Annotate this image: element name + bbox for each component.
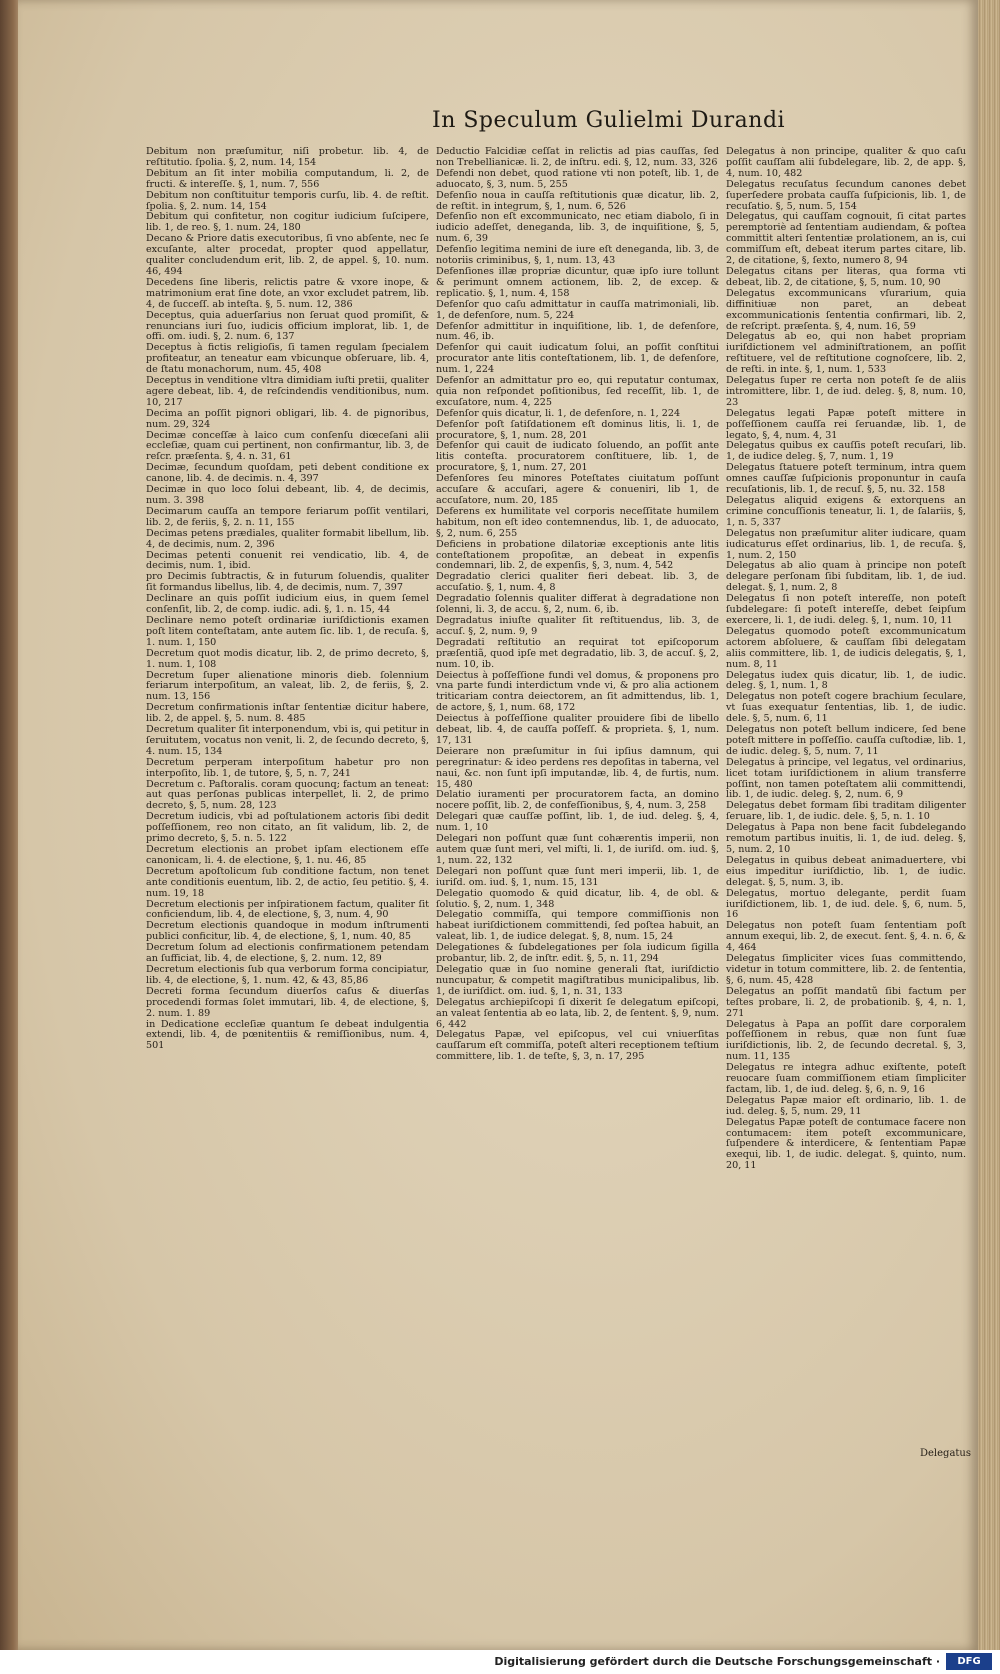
index-entry: Delegatio quomodo & quid dicatur, lib. 4, de obl. & ſolutio. §, 2, num. 1, 348 [436,887,719,910]
index-entry: Decimæ conceſſæ à laico cum conſenſu diœceſani alii eccleſiæ, quam cui pertinent, non confirmantur, lib. 3, de reſcr. præſenta. §, 4. n. 31, 61 [146,429,429,463]
index-entry: Defenſor an admittatur pro eo, qui reputatur contumax, quia non reſpondet poſitionibus, ſed receſſit, lib. 1, de excuſatore, num. 4, 225 [436,375,719,408]
index-entry: Delegatus, mortuo delegante, perdit ſuam iuriſdictionem, lib. 1, de iud. dele. §, 6, num. 5, 16 [726,887,966,921]
index-entry: Delegari quæ cauſſæ poſſint, lib. 1, de iud. deleg. §, 4, num. 1, 10 [436,811,719,834]
index-entry: Delegatus debet formam ſibi traditam diligenter ſeruare, lib. 1, de iudic. dele. §, 5, n. 1. 10 [726,800,966,823]
index-entry: Delegatus archiepiſcopi ſi dixerit ſe delegatum epiſcopi, an valeat ſententia ab eo lata, lib. 2, de ſentent. §, 9, num. 6, 442 [436,996,719,1030]
index-entry: Delegatus, qui cauſſam cognouit, ſi citat partes peremptoriè ad ſententiam audiendam, & poſtea committit alteri ſententiæ prolationem, an is, cui commiſſum eſt, debeat iterum partes citare, lib. 2, de citatione, §, ſexto, numero 8, 94 [726,211,966,267]
index-entry: Delegatio commiſſa, qui tempore commiſſionis non habeat iuriſdictionem committendi, ſed poſtea habuit, an valeat, lib. 1, de iudice delegat. §, 8, num. 15, 24 [436,909,719,943]
index-entry: Decimas petenti conuenit rei vendicatio, lib. 4, de decimis, num. 1, ibid. [146,549,429,572]
page-edges [978,0,1000,1650]
index-entry: Deceptus, quia aduerſarius non ſeruat quod promiſit, & renuncians iuri ſuo, iudicis officium implorat, lib. 1, de offi. om. iudi. §, 2. num. 6, 137 [146,309,429,343]
index-entry: Delegatus à Papa non bene facit ſubdelegando remotum partibus inuitis, li. 1, de iud. deleg. §, 5, num. 2, 10 [726,822,966,855]
index-column-2 [436,147,719,1447]
index-entry: Defenſor quis dicatur, li. 1, de defenſore, n. 1, 224 [436,407,681,419]
index-entry: Defenſor quo caſu admittatur in cauſſa matrimoniali, lib. 1, de defenſore, num. 5, 224 [436,298,719,321]
index-entry: Decretum ſuper alienatione minoris dieb. ſolennium feriarum interpoſitum, an valeat, lib. 2, de feriis, §, 2. num. 13, 156 [146,669,429,703]
index-entry: Degradatio ſolennis qualiter differat à degradatione non ſolenni, li. 3, de accu. §, 2, num. 6, ib. [436,593,719,616]
index-entry: Delegatus in quibus debeat animaduertere, vbi eius impeditur iuriſdictio, lib. 1, de iudic. delegat. §, 5, num. 3, ib. [726,854,966,888]
index-entry: Delegatus citans per literas, qua forma vti debeat, lib. 2, de citatione, §, 5, num. 10, 90 [726,265,966,288]
running-header: In Speculum Gulielmi Durandi [432,108,786,133]
index-entry: Decretum electionis per inſpirationem factum, qualiter ſit conficiendum, lib. 4, de electione, §, 3, num. 4, 90 [146,898,429,921]
index-entry: Deductio Falcidiæ ceſſat in relictis ad pias cauſſas, ſed non Trebellianicæ. li. 2, de inſtru. edi. §, 12, num. 33, 326 [436,147,719,168]
index-entry: Decedens ſine liberis, relictis patre & vxore inope, & matrimonium erat ſine dote, an vxor excludet patrem, lib. 4, de ſucceſſ. ab inteſta. §, 5. num. 12, 386 [146,276,429,310]
index-entry: Debitum non conſtituitur temporis curſu, lib. 4. de reſtit. ſpolia. §, 2. num. 14, 154 [146,189,429,212]
index-entry: Defenſio legitima nemini de iure eſt deneganda, lib. 3, de notoriis criminibus, §, 1, num. 13, 43 [436,244,719,267]
index-entry: Delegatus à principe, vel legatus, vel ordinarius, licet totam iuriſdictionem in alium transferre poſſint, non tamen poteſtatem alii committendi, lib. 1, de iudic. deleg. §, 2, num. 6, 9 [726,756,966,801]
index-entry: Delegatus Papæ, vel epiſcopus, vel cui vniuerſitas cauſſarum eſt commiſſa, poteſt alteri receptionem teſtium committere, lib. 1. de teſte, §, 3, n. 17, 295 [436,1029,719,1063]
index-entry: Decretum perperam interpoſitum habetur pro non interpoſito, lib. 1, de tutore, §, 5, n. 7, 241 [146,756,429,779]
index-entry: Delegatus ſuper re certa non poteſt ſe de aliis intromittere, libr. 1, de iud. deleg. §, 8, num. 10, 23 [726,375,966,408]
index-entry: Decimæ in quo loco ſolui debeant, lib. 4, de decimis, num. 3. 398 [146,484,429,506]
index-entry: Delegatus ſi non poteſt intereſſe, non poteſt ſubdelegare: ſi poteſt intereſſe, debet ſeipſum exercere, li. 1, de iudi. deleg. §, 1, num. 10, 11 [726,593,966,626]
index-entry: Decimæ, ſecundum quoſdam, peti debent conditione ex canone, lib. 4. de decimis. n. 4, 397 [146,462,429,485]
index-entry: Delegari non poſſunt quæ ſunt meri imperii, lib. 1, de iuriſd. om. iud. §, 1, num. 15, 131 [436,865,719,888]
index-entry: Delegatus à Papa an poſſit dare corporalem poſſeſſionem in rebus, quæ non ſunt ſuæ iuriſdictionis, lib. 2, de ſecundo decretal. §, 3, num. 11, 135 [726,1018,966,1063]
index-entry: Decimarum cauſſa an tempore feriarum poſſit ventilari, lib. 2, de feriis, §, 2. n. 11, 155 [146,505,429,528]
funding-credit: Digitalisierung gefördert durch die Deutsche Forschungsgemeinschaft · [494,1655,940,1668]
index-entry: Defenſiones illæ propriæ dicuntur, quæ ipſo iure tollunt & perimunt omnem actionem, lib. 2, de excep. & replicatio. §, 1, num. 4, 158 [436,265,719,299]
index-entry: Decretum electionis quandoque in modum inſtrumenti publici conficitur, lib. 4, de electione, §, 1, num. 40, 85 [146,920,429,943]
index-entry: Degradatio clerici qualiter fieri debeat. lib. 3, de accuſatio. §, 1, num. 4, 8 [436,571,719,594]
index-entry: Delegatus ſimpliciter vices ſuas committendo, videtur in totum committere, lib. 2. de ſententia, §, 6, num. 45, 428 [726,953,966,986]
index-entry: Debitum non præſumitur, niſi probetur. lib. 4, de reſtitutio. ſpolia. §, 2, num. 14, 154 [146,147,429,168]
index-entry: Defenſor admittitur in inquiſitione, lib. 1, de defenſore, num. 46, ib. [436,320,719,343]
index-entry: Decretum apoſtolicum ſub conditione factum, non tenet ante conditionis euentum, lib. 2, de actio, ſeu petitio. §, 4. num. 19, 18 [146,865,429,899]
index-entry: Delegatus ab eo, qui non habet propriam iuriſdictionem vel adminiſtrationem, an poſſit reſtituere, vel de reſtitutione cognoſcere, lib. 2, de reſti. in inte. §, 1, num. 1, 533 [726,331,966,376]
index-entry: Decreti forma ſecundum diuerſos caſus & diuerſas procedendi formas ſolet immutari, lib. 4, de electione, §, 2. num. 1. 89 [146,985,429,1019]
index-entry: Deierare non præſumitur in ſui ipſius damnum, qui peregrinatur: & ideo perdens res depoſitas in taberna, vel naui, &c. non ſunt ipſi imputandæ, lib. 4, de furtis, num. 15, 480 [436,745,719,790]
index-entry: Defenſor qui cauit de iudicato ſoluendo, an poſſit ante litis conteſta. procuratorem conſtituere, lib. 1, de procuratore, §, 1, num. 27, 201 [436,440,719,474]
index-entry: Deiectus à poſſeſſione fundi vel domus, & proponens pro vna parte fundi interdictum vnde vi, & pro alia actionem triticariam contra deiectorem, an ſit admittendus, lib. 1, de actore, §, 1, num. 68, 172 [436,669,719,714]
index-entry: Delegatus Papæ poteſt de contumace facere non contumacem: item poteſt excommunicare, ſuſpendere & interdicere, & ſententiam Papæ exequi, lib. 1, de iudic. delegat. §, quinto, num. 20, 11 [726,1116,966,1172]
index-entry: Delegari non poſſunt quæ ſunt cohærentis imperii, non autem quæ ſunt meri, vel miſti, li. 1, de iuriſd. om. iud. §, 1, num. 22, 132 [436,833,719,866]
index-entry: Decretum qualiter ſit interponendum, vbi is, qui petitur in ſeruitutem, vocatus non venit, li. 2, de ſecundo decreto, §, 4. num. 15, 134 [146,724,429,757]
index-entry: Deceptus à fictis religioſis, ſi tamen regulam ſpecialem profiteatur, an teneatur eam vbicunque obſeruare, lib. 4, de ſtatu monachorum, num. 45, 408 [146,342,429,376]
index-entry: Degradati reſtitutio an requirat tot epiſcoporum præſentiã, quod ipſe met degradatio, lib. 3, de accuſ. §, 2, num. 10, ib. [436,636,719,670]
index-entry: Decretum iudicis, vbi ad poſtulationem actoris ſibi dedit poſſeſſionem, reo non citato, an ſit validum, lib. 2, de primo decreto, §, 5. n. 5. 122 [146,811,429,845]
index-entry: Delegationes & ſubdelegationes per ſola iudicum ſigilla probantur, lib. 2, de inſtr. edit. §, 5, n. 11, 294 [436,942,719,965]
index-entry: Defenſio noua in cauſſa reſtitutionis quæ dicatur, lib. 2, de reſtit. in integrum, §, 1, num. 6, 526 [436,189,719,212]
index-entry: Delegatus iudex quis dicatur, lib. 1, de iudic. deleg. §, 1, num. 1, 8 [726,669,966,692]
index-column-1 [146,147,429,1447]
index-entry: Delegatus Papæ maior eſt ordinario, lib. 1. de iud. deleg. §, 5, num. 29, 11 [726,1094,966,1117]
index-entry: Delegatus legati Papæ poteſt mittere in poſſeſſionem cauſſa rei ſeruandæ, lib. 1, de legato, §, 4, num. 4, 31 [726,407,966,441]
index-entry: Defenſor qui cauit iudicatum ſolui, an poſſit conſtitui procurator ante litis conteſtationem, lib. 1, de defenſore, num. 1, 224 [436,342,719,376]
index-entry: pro Decimis ſubtractis, & in futurum ſoluendis, qualiter ſit formandus libellus, lib. 4, de decimis, num. 7, 397 [146,571,429,594]
index-entry: Decretum quot modis dicatur, lib. 2, de primo decreto, §, 1. num. 1, 108 [146,647,429,670]
index-entry: Decretum ſolum ad electionis confirmationem petendam an ſufficiat, lib. 4, de electione, §, 2. num. 12, 89 [146,942,429,965]
index-entry: Decima an poſſit pignori obligari, lib. 4. de pignoribus, num. 29, 324 [146,407,429,430]
index-entry: in Dedicatione eccleſiæ quantum ſe debeat indulgentia extendi, lib. 4, de pœnitentiis & remiſſionibus, num. 4, 501 [146,1018,429,1052]
index-entry: Decano & Priore datis executoribus, ſi vno abſente, nec ſe excuſante, alter procedat, propter quod appellatur, qualiter concludendum erit, lib. 2, de appel. §, 10. num. 46, 494 [146,233,429,277]
index-entry: Declinare nemo poteſt ordinariæ iuriſdictionis examen poſt litem conteſtatam, ante autem ſic. lib. 1, de recuſa. §, 1. num. 1, 150 [146,614,429,648]
index-entry: Delegatus ſtatuere poteſt terminum, intra quem omnes cauſſæ ſuſpicionis proponuntur in cauſa recuſationis, lib. 1, de recuſ. §, 5, nu. 32. 158 [726,462,966,496]
index-entry: Delegatus ab alio quam à principe non poteſt delegare perſonam ſibi ſubditam, lib. 1, de iud. delegat. §, 1, num. 2, 8 [726,560,966,594]
index-entry: Delegatus à non principe, qualiter & quo caſu poſſit cauſſam alii ſubdelegare, lib. 2, de app. §, 4, num. 10, 482 [726,147,966,179]
index-entry: Decimas petens prædiales, qualiter formabit libellum, lib. 4, de decimis, num. 2, 396 [146,527,429,550]
index-entry: Defendi non debet, quod ratione vti non poteſt, lib. 1, de aduocato, §, 3, num. 5, 255 [436,167,719,190]
index-entry: Delegatus quomodo poteſt excommunicatum actorem abſoluere, & cauſſam ſibi delegatam aliis committere, lib. 1, de iudicis delegatis, §, 1, num. 8, 11 [726,625,966,670]
digitization-footer [0,1650,1000,1674]
catchword: Delegatus [920,1448,972,1459]
index-entry: Delegatus re integra adhuc exiſtente, poteſt reuocare ſuam commiſſionem etiam ſimpliciter factam, lib. 1, de iud. deleg. §, 6, n. 9, 16 [726,1062,966,1095]
index-entry: Delegatus excommunicans vſurarium, quia diffinitiuæ non paret, an debeat excommunicationis ſententia confirmari, lib. 2, de reſcript. præſenta. §, 4, num. 16, 59 [726,287,966,332]
index-entry: Deiectus à poſſeſſione qualiter prouidere ſibi de libello debeat, lib. 4, de cauſſa poſſeſſ. & proprieta. §, 1, num. 17, 131 [436,713,719,746]
index-entry: Delegatio quæ in ſuo nomine generali ſtat, iuriſdictio nuncupatur, & competit magiſtratibus municipalibus, lib. 1, de iuriſdict. om. iud. §, 1, n. 31, 133 [436,963,719,997]
index-entry: Degradatus iniuſte qualiter ſit reſtituendus, lib. 3, de accuſ. §, 2, num. 9, 9 [436,614,719,637]
index-entry: Delegatus an poſſit mandatũ ſibi factum per teſtes probare, li. 2, de probationib. §, 4, n. 1, 271 [726,985,966,1019]
index-entry: Defenſores ſeu minores Poteſtates ciuitatum poſſunt accuſare & accuſari, agere & conueniri, lib 1, de accuſatore, num. 20, 185 [436,473,719,506]
index-column-3 [726,147,966,1447]
index-entry: Defenſio non eſt excommunicato, nec etiam diabolo, ſi in iudicio adeſſet, deneganda, lib. 3, de inquiſitione, §, 5, num. 6, 39 [436,211,719,245]
index-entry: Debitum an ſit inter mobilia computandum, li. 2, de fructi. & intereſſe. §, 1, num. 7, 556 [146,167,429,190]
dfg-logo: DFG [946,1653,992,1670]
index-entry: Declinare an quis poſſit iudicium eius, in quem ſemel conſenſit, lib. 2, de comp. iudic. adi. §, 1. n. 15, 44 [146,593,429,616]
index-entry: Decretum confirmationis inſtar ſententiæ dicitur habere, lib. 2, de appel. §, 5. num. 8. 485 [146,702,429,725]
index-entry: Delegatus recuſatus ſecundum canones debet ſuperſedere probata cauſſa ſuſpicionis, lib. 1, de recuſatio. §, 5, num. 5, 154 [726,178,966,212]
index-entry: Deferens ex humilitate vel corporis neceſſitate humilem habitum, non eſt ideo contemnendus, lib. 1, de aduocato, §, 2, num. 6, 255 [436,505,719,539]
index-entry: Deceptus in venditione vltra dimidiam iuſti pretii, qualiter agere debeat, lib. 4, de reſcindendis venditionibus, num. 10, 217 [146,375,429,408]
index-entry: Delegatus non præſumitur aliter iudicare, quam iudicaturus eſſet ordinarius, lib. 1, de recuſa. §, 1, num. 2, 150 [726,527,966,561]
index-entry: Delatio iuramenti per procuratorem facta, an domino nocere poſſit, lib. 2, de confeſſionibus, §, 4, num. 3, 258 [436,789,719,812]
index-entry: Delegatus aliquid exigens & extorquens an crimine concuſſionis teneatur, li. 1, de ſalariis, §, 1, n. 5, 337 [726,495,966,528]
index-entry: Decretum electionis ſub qua verborum forma concipiatur, lib. 4, de electione, §, 1. num. 42, & 43, 85,86 [146,963,429,986]
index-entry: Delegatus quibus ex cauſſis poteſt recuſari, lib. 1, de iudice deleg. §, 7, num. 1, 19 [726,440,966,463]
index-entry: Delegatus non poteſt ſuam ſententiam poſt annum exequi, lib. 2, de execut. ſent. §, 4. n. 6, & 4, 464 [726,920,966,954]
index-entry: Deficiens in probatione dilatoriæ exceptionis ante litis conteſtationem propoſitæ, an debeat in expenſis condemnari, lib. 2, de expenſis, §, 3, num. 4, 542 [436,538,719,572]
index-entry: Debitum qui confitetur, non cogitur iudicium ſuſcipere, lib. 1, de reo. §, 1. num. 24, 180 [146,211,429,234]
index-entry: Delegatus non poteſt cogere brachium ſeculare, vt ſuas exequatur ſententias, lib. 1, de iudic. dele. §, 5, num. 6, 11 [726,691,966,725]
index-entry: Decretum electionis an probet ipſam electionem eſſe canonicam, li. 4. de electione, §, 1. nu. 46, 85 [146,844,429,866]
index-entry: Delegatus non poteſt bellum indicere, ſed bene poteſt mittere in poſſeſſio. cauſſa cuſtodiæ, lib. 1, de iudic. deleg. §, 5, num. 7, 11 [726,724,966,757]
index-entry: Decretum c. Paſtoralis. coram quocunq; factum an teneat: aut quas perſonas publicas interpellet, li. 2, de primo decreto, §, 5, num. 28, 123 [146,778,429,812]
index-entry: Defenſor poſt ſatiſdationem eſt dominus litis, li. 1, de procuratore, §, 1, num. 28, 201 [436,418,719,441]
